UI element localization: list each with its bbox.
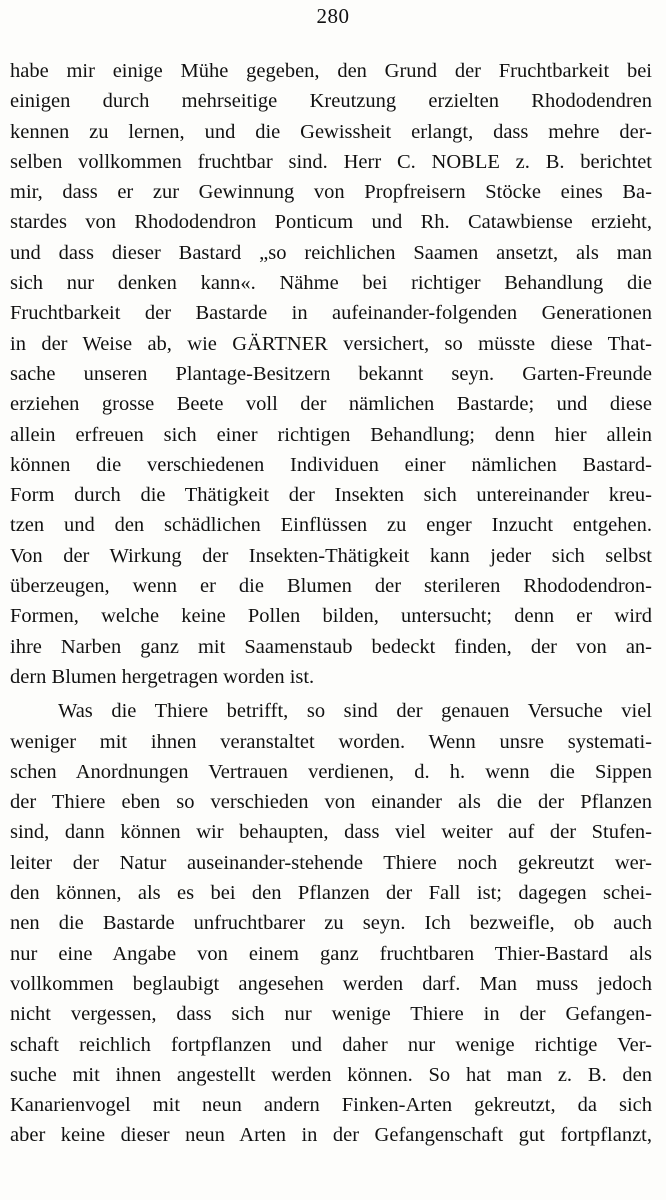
text-line: Was die Thiere betrifft, so sind der genauen Versuche viel xyxy=(58,700,652,723)
paragraph-1 xyxy=(10,56,652,692)
text-line: können die verschiedenen Individuen einer nämlichen Bastard- xyxy=(10,453,652,476)
text-line: tzen und den schädlichen Einflüssen zu enger Inzucht entgehen. xyxy=(10,514,652,537)
text-line: leiter der Natur auseinander-stehende Thiere noch gekreutzt wer- xyxy=(10,851,652,874)
text-line: einigen durch mehrseitige Kreutzung erzielten Rhododendren xyxy=(10,90,652,113)
text-line: Fruchtbarkeit der Bastarde in aufeinander-folgenden Generationen xyxy=(10,302,652,325)
text-line: schaft reichlich fortpflanzen und daher nur wenige richtige Ver- xyxy=(10,1033,652,1056)
text-line: mir, dass er zur Gewinnung von Propfreisern Stöcke eines Ba- xyxy=(10,181,652,204)
text-line: schen Anordnungen Vertrauen verdienen, d. h. wenn die Sippen xyxy=(10,760,652,783)
text-line: allein erfreuen sich einer richtigen Behandlung; denn hier allein xyxy=(10,423,652,446)
text-line: dern Blumen hergetragen worden ist. xyxy=(10,665,315,688)
text-line: sache unseren Plantage-Besitzern bekannt seyn. Garten-Freunde xyxy=(10,362,652,385)
text-line: weniger mit ihnen veranstaltet worden. Wenn unsre systemati- xyxy=(10,730,652,753)
text-line: Kanarienvogel mit neun andern Finken-Arten gekreutzt, da sich xyxy=(10,1094,652,1117)
text-line: nen die Bastarde unfruchtbarer zu seyn. Ich bezweifle, ob auch xyxy=(10,912,652,935)
text-line: ihre Narben ganz mit Saamenstaub bedeckt finden, der von an- xyxy=(10,635,652,658)
text-line: der Thiere eben so verschieden von einander als die der Pflanzen xyxy=(10,791,652,814)
body-text xyxy=(10,56,652,1151)
page-number: 280 xyxy=(316,4,350,28)
text-line: sind, dann können wir behaupten, dass viel weiter auf der Stufen- xyxy=(10,821,652,844)
text-line: Formen, welche keine Pollen bilden, untersucht; denn er wird xyxy=(10,605,652,628)
text-line: sich nur denken kann«. Nähme bei richtiger Behandlung die xyxy=(10,272,652,295)
text-line: vollkommen beglaubigt angesehen werden darf. Man muss jedoch xyxy=(10,972,652,995)
text-line: in der Weise ab, wie GÄRTNER versichert, so müsste diese That- xyxy=(10,332,652,355)
text-line: habe mir einige Mühe gegeben, den Grund der Fruchtbarkeit bei xyxy=(10,60,652,82)
text-line: aber keine dieser neun Arten in der Gefangenschaft gut fortpflanzt, xyxy=(10,1124,652,1147)
text-line: nur eine Angabe von einem ganz fruchtbaren Thier-Bastard als xyxy=(10,942,652,965)
text-line: stardes von Rhododendron Ponticum und Rh. Catawbiense erzieht, xyxy=(10,211,652,234)
text-line: Form durch die Thätigkeit der Insekten sich untereinander kreu- xyxy=(10,484,652,507)
text-line: Von der Wirkung der Insekten-Thätigkeit kann jeder sich selbst xyxy=(10,544,652,567)
text-line: nicht vergessen, dass sich nur wenige Thiere in der Gefangen- xyxy=(10,1003,652,1026)
text-line: den können, als es bei den Pflanzen der Fall ist; dagegen schei- xyxy=(10,882,652,905)
text-line: selben vollkommen fruchtbar sind. Herr C. NOBLE z. B. berichtet xyxy=(10,150,652,173)
text-line: kennen zu lernen, und die Gewissheit erlangt, dass mehre der- xyxy=(10,120,652,143)
text-line: und dass dieser Bastard „so reichlichen Saamen ansetzt, als man xyxy=(10,241,652,264)
paragraph-2 xyxy=(10,696,652,1150)
text-line: suche mit ihnen angestellt werden können. So hat man z. B. den xyxy=(10,1063,652,1086)
text-line: erziehen grosse Beete voll der nämlichen Bastarde; und diese xyxy=(10,393,652,416)
text-line: überzeugen, wenn er die Blumen der sterileren Rhododendron- xyxy=(10,575,652,598)
